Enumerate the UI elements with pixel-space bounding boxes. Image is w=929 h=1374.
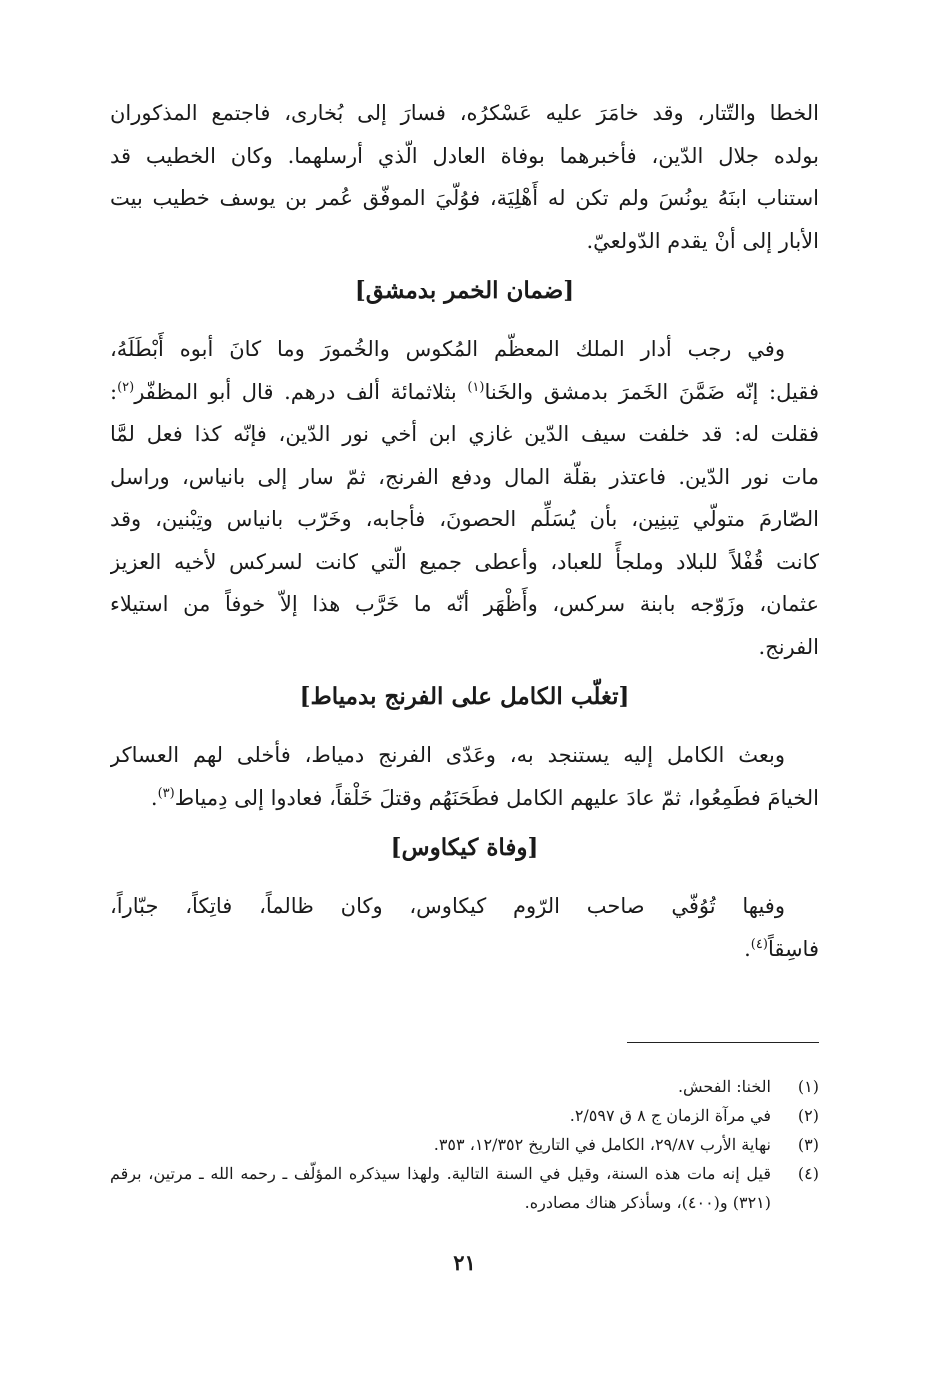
text-line: كانت قُفْلاً للبلاد وملجأً للعباد، وأعطى جميع الّتي كانت لسركس لأخيه العزيز [110, 549, 819, 574]
footnote-text: الخنا: الفحش. [677, 1077, 771, 1096]
text-line: الخطا والتّتار، وقد خامَرَ عليه عَسْكرُه، فسارَ إلى بُخارى، فاجتمع المذكوران [110, 101, 819, 125]
text-line: الأبار إلى أنْ يقدم الدّولعيّ. [586, 228, 819, 253]
text-line: عثمان، وزَوّجه بابنة سركس، وأَظْهَر أنّه ما خَرَّب هذا إلاّ خوفاً من استيلاء [110, 592, 819, 616]
text-line: استناب ابنَهُ يونُسَ ولم تكن له أَهْلِيَة، فوُلّيَ الموفّق عُمر بن يوسف خطيب بيت [110, 186, 819, 210]
section-heading-wine-tax: [ضمان الخمر بدمشق] [354, 277, 575, 304]
footnote-item [110, 1072, 819, 1101]
footnote-ref-2[interactable]: (٢) [117, 379, 135, 395]
text-line: فقيل: إنّه ضَمَّنَ الخَمرَ بدمشق والخَنا$^{(١)}$ بثلاثمائة ألف درهم. قال أبو المظفّر$^{(٢)}$: [110, 379, 819, 404]
text-line: مات نور الدّين. فاعتذر بقلّة المال ودفع الفرنج، ثمّ سار إلى بانياس، وراسل [110, 464, 819, 489]
intro-paragraph [110, 92, 819, 262]
section-paragraph-kaykawus [110, 885, 819, 970]
footnote-text: نهاية الأرب ٢٩/٨٧، الكامل في التاريخ ١٢/٣٥٢، ٣٥٣. [433, 1135, 771, 1154]
text-line: بولده جلال الدّين، فأخبرهما بوفاة العادل الّذي أرسلهما. وكان الخطيب قد [110, 143, 819, 168]
footnote-ref-1[interactable]: (١) [467, 379, 485, 395]
text-line: الخيامَ فطَمِعُوا، ثمّ عادَ عليهم الكامل فطَحَنَهُم وقتلَ خَلْقاً، فعادوا إلى دِمياط$^{(٣)}$. [150, 785, 819, 810]
footnotes [110, 1072, 819, 1217]
page-number: ٢١ [453, 1250, 476, 1275]
footnote-item [110, 1130, 819, 1159]
footnote-number: (٢) [797, 1106, 819, 1125]
footnote-separator [627, 1042, 819, 1043]
footnote-number: (٣) [797, 1135, 819, 1154]
section-heading-damietta: [تغلّب الكامل على الفرنج بدمياط] [299, 683, 630, 710]
section-heading-kaykawus: [وفاة كيكاوس] [390, 834, 539, 861]
text-line: الفرنج. [758, 634, 819, 659]
text-line: وبعث الكامل إليه يستنجد به، وعَدّى الفرنج دمياط، فأخلى لهم العساكر [110, 743, 785, 767]
footnote-text: قيل إنه مات هذه السنة، وقيل في السنة التالية. ولهذا سيذكره المؤلّف ـ رحمه الله ـ مرتين، برقم (٣٢١) و(٤٠٠)، وسأذكر هناك مصادره. [110, 1164, 771, 1212]
text-line: فقلت له: قد خلفت سيف الدّين غازي ابن أخي نور الدّين، فإنّه كذا فعل لمَّا [110, 422, 819, 446]
text-line: فاسِقاً$^{(٤)}$. [744, 936, 819, 961]
footnote-number: (١) [797, 1077, 819, 1096]
footnote-text: في مرآة الزمان ج ٨ ق ٢/٥٩٧. [569, 1106, 771, 1125]
text-line: وفي رجب أدار الملك المعظّم المُكوس والخُمورَ وما كانَ أبوه أَبْطَلَهُ، [110, 337, 785, 361]
text-line: وفيها تُوُفّي صاحب الرّوم كيكاوس، وكان ظالماً، فاتِكاً، جبّاراً، [110, 894, 785, 918]
footnote-item [110, 1101, 819, 1130]
section-paragraph-wine-tax [110, 328, 819, 668]
footnote-number: (٤) [797, 1164, 819, 1183]
footnote-item [110, 1159, 819, 1217]
footnote-ref-4[interactable]: (٤) [750, 936, 768, 952]
section-paragraph-damietta [110, 734, 819, 819]
text-line: الصّارمَ متولّي تِبنِين، بأن يُسَلِّم الحصونَ، فأجابه، وخَرّب بانياس وتِبْنين، وقد [110, 507, 819, 531]
footnote-ref-3[interactable]: (٣) [157, 785, 175, 801]
